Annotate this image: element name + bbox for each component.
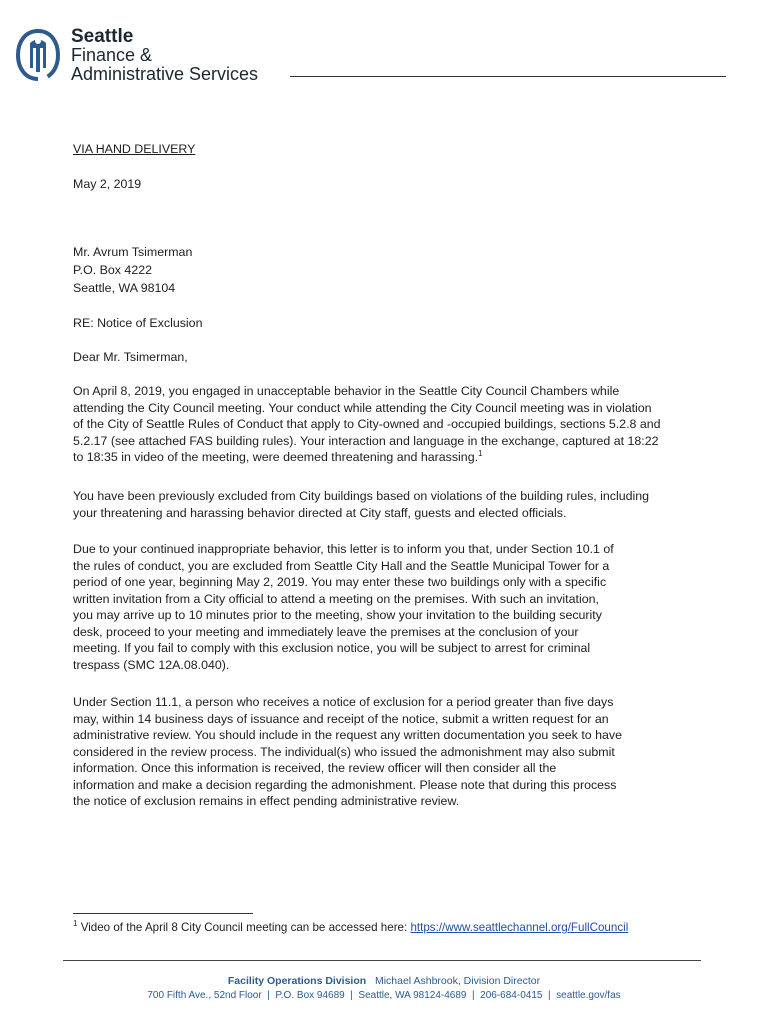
footer-director: Michael Ashbrook, Division Director <box>374 975 541 987</box>
org-city: Seattle <box>71 26 134 47</box>
text-line: considered in the review process. The individual(s) who issued the admonishment may also submit <box>73 744 615 759</box>
text-line: meeting. If you fail to comply with this exclusion notice, you will be subject to arrest for criminal <box>73 641 591 655</box>
text-line: On April 8, 2019, you engaged in unacceptable behavior in the Seattle City Council Chambers while <box>73 384 620 398</box>
footnote-reference: 1 <box>478 448 483 458</box>
text-line: information and make a decision regarding the admonishment. Please note that during this process <box>73 777 617 792</box>
footer-divider <box>63 960 701 961</box>
footnote-marker: 1 <box>73 919 78 929</box>
text-line: desk, proceed to your meeting and immediately leave the premises at the conclusion of your <box>73 624 579 639</box>
footer-address: 700 Fifth Ave., 52nd Floor | P.O. Box 94689 | Seattle, WA 98124-4689 | 206-684-0415 | seattle.gov/fas <box>147 990 621 1001</box>
footnote <box>73 921 733 934</box>
footer-division: Facility Operations Division <box>227 975 367 987</box>
organization-name <box>71 27 258 84</box>
text-line: period of one year, beginning May 2, 2019. You may enter these two buildings only with a specific <box>73 575 607 589</box>
footnote-divider <box>73 913 253 914</box>
text-line: the rules of conduct, you are excluded from Seattle City Hall and the Seattle Municipal Tower for a <box>73 558 610 573</box>
text-line <box>73 449 713 466</box>
text-line: information. Once this information is received, the review officer will then consider all the <box>73 761 557 775</box>
footnote-text: Video of the April 8 City Council meeting can be accessed here: <box>80 921 408 934</box>
text-line: Due to your continued inappropriate behavior, this letter is to inform you that, under Section 10.1 of <box>73 542 614 556</box>
paragraph-1 <box>73 383 713 466</box>
letter-date: May 2, 2019 <box>73 177 142 191</box>
text-line: you may arrive up to 10 minutes prior to the meeting, show your invitation to the building security <box>73 608 602 622</box>
paragraph-3 <box>73 541 713 673</box>
text-line: 5.2.17 (see attached FAS building rules). Your interaction and language in the exchange, captured at 18:22 <box>73 433 659 448</box>
text-line: the notice of exclusion remains in effect pending administrative review. <box>73 794 460 808</box>
seattle-logo-icon <box>16 28 60 82</box>
paragraph-4 <box>73 694 713 810</box>
text-line: trespass (SMC 12A.08.040). <box>73 657 230 672</box>
delivery-method: VIA HAND DELIVERY <box>73 142 196 156</box>
subject-line: RE: Notice of Exclusion <box>73 316 203 330</box>
footer-division-line <box>0 975 768 987</box>
text-line-content: to 18:35 in video of the meeting, were deemed threatening and harassing. <box>73 450 479 464</box>
org-line-3: Administrative Services <box>71 64 259 84</box>
text-line: You have been previously excluded from City buildings based on violations of the building rules, including <box>73 489 650 503</box>
text-line: written invitation from a City official to attend a meeting on the premises. With such an invitation, <box>73 591 599 606</box>
footnote-link[interactable]: https://www.seattlechannel.org/FullCouncil <box>410 921 629 934</box>
recipient-address <box>73 244 713 298</box>
text-line: attending the City Council meeting. Your conduct while attending the City Council meeting was in violation <box>73 400 652 415</box>
text-line: may, within 14 business days of issuance and receipt of the notice, submit a written request for an <box>73 711 609 726</box>
text-line: of the City of Seattle Rules of Conduct that apply to City-owned and -occupied buildings, sections 5.2.8 and <box>73 417 661 431</box>
text-line: Under Section 11.1, a person who receives a notice of exclusion for a period greater than five days <box>73 695 614 709</box>
recipient-po-box: P.O. Box 4222 <box>73 263 152 277</box>
org-line-2: Finance & <box>71 45 153 65</box>
header-divider <box>290 76 726 77</box>
text-line: administrative review. You should include in the request any written documentation you seek to have <box>73 728 622 742</box>
recipient-city: Seattle, WA 98104 <box>73 281 176 295</box>
text-line: your threatening and harassing behavior directed at City staff, guests and elected officials. <box>73 505 567 520</box>
salutation: Dear Mr. Tsimerman, <box>73 350 188 364</box>
paragraph-2 <box>73 488 713 521</box>
recipient-name: Mr. Avrum Tsimerman <box>73 245 193 259</box>
